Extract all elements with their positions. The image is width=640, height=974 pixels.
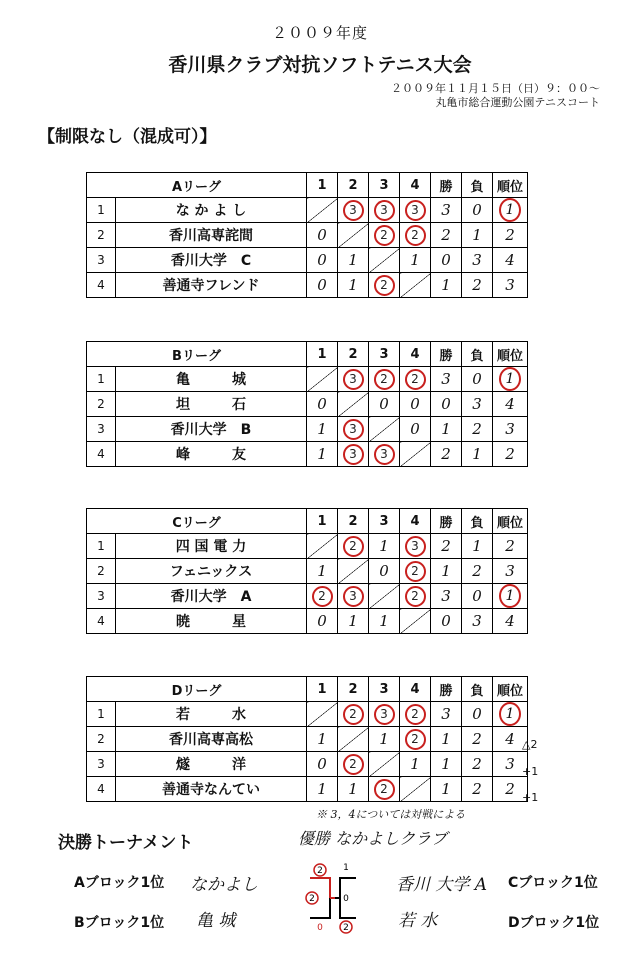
- self-match-cell: [338, 559, 369, 584]
- column-header: 4: [400, 342, 431, 367]
- rank-value: 4: [505, 730, 515, 748]
- self-match-cell: [369, 752, 400, 777]
- wins-cell: 2: [431, 223, 462, 248]
- match-score-cell: [369, 273, 400, 298]
- winning-score: 2: [312, 586, 333, 607]
- losing-score: 1: [317, 780, 327, 798]
- column-header: 4: [400, 173, 431, 198]
- column-header: 負: [462, 677, 493, 702]
- rank-value: 2: [505, 226, 515, 244]
- wins-cell: 0: [431, 248, 462, 273]
- match-score-cell: [400, 392, 431, 417]
- match-score-cell: [338, 248, 369, 273]
- table-row: [87, 367, 528, 392]
- wins-cell: 0: [431, 609, 462, 634]
- team-name: 峰 友: [116, 442, 307, 467]
- team-name: 暁 星: [116, 609, 307, 634]
- tournament-bracket: [298, 858, 378, 938]
- winning-score: 3: [374, 704, 395, 725]
- losses-cell: 3: [462, 392, 493, 417]
- match-score-cell: [369, 702, 400, 727]
- match-score-cell: [400, 248, 431, 273]
- column-header: 勝: [431, 173, 462, 198]
- d-note-row4: +1: [522, 791, 539, 804]
- first-place-mark: 1: [499, 702, 521, 726]
- table-row: [87, 584, 528, 609]
- losses-cell: 0: [462, 584, 493, 609]
- winning-score: 2: [343, 536, 364, 557]
- match-score-cell: [338, 273, 369, 298]
- self-match-cell: [307, 367, 338, 392]
- match-score-cell: [369, 777, 400, 802]
- column-header: 2: [338, 677, 369, 702]
- losses-cell: 0: [462, 198, 493, 223]
- column-header: 2: [338, 509, 369, 534]
- self-match-cell: [400, 442, 431, 467]
- league-name: Dリーグ: [87, 677, 307, 702]
- wins-cell: 3: [431, 198, 462, 223]
- match-score-cell: [307, 248, 338, 273]
- row-number: 2: [87, 727, 116, 752]
- d-note-row2: △2: [522, 738, 538, 751]
- row-number: 4: [87, 777, 116, 802]
- rank-cell: [493, 584, 528, 609]
- winning-score: 2: [405, 369, 426, 390]
- rank-value: 3: [505, 276, 515, 294]
- match-score-cell: [307, 727, 338, 752]
- losing-score: 1: [410, 251, 420, 269]
- rank-value: 4: [505, 395, 515, 413]
- wins-cell: 1: [431, 752, 462, 777]
- wins-cell: 1: [431, 273, 462, 298]
- table-row: [87, 442, 528, 467]
- match-score-cell: [369, 442, 400, 467]
- year-heading: ２００９年度: [271, 24, 368, 42]
- league-name: Cリーグ: [87, 509, 307, 534]
- rank-cell: [493, 198, 528, 223]
- column-header: 順位: [493, 509, 528, 534]
- match-score-cell: [307, 417, 338, 442]
- table-row: [87, 609, 528, 634]
- team-name: 四 国 電 力: [116, 534, 307, 559]
- d-block-team: 若 水: [398, 911, 438, 931]
- rank-cell: [493, 223, 528, 248]
- row-number: 2: [87, 392, 116, 417]
- column-header: 順位: [493, 677, 528, 702]
- table-row: [87, 248, 528, 273]
- match-score-cell: [307, 392, 338, 417]
- winning-score: 3: [343, 586, 364, 607]
- losses-cell: 2: [462, 752, 493, 777]
- rank-cell: [493, 702, 528, 727]
- winning-score: 2: [405, 704, 426, 725]
- first-place-mark: 1: [499, 584, 521, 608]
- self-match-cell: [369, 248, 400, 273]
- page-title: 香川県クラブ対抗ソフトテニス大会: [168, 54, 472, 76]
- column-header: 3: [369, 677, 400, 702]
- column-header: 順位: [493, 342, 528, 367]
- league-table: [86, 508, 528, 634]
- winning-score: 2: [374, 275, 395, 296]
- row-number: 1: [87, 702, 116, 727]
- match-score-cell: [400, 198, 431, 223]
- match-score-cell: [307, 223, 338, 248]
- table-row: [87, 198, 528, 223]
- losses-cell: 2: [462, 559, 493, 584]
- team-name: 坦 石: [116, 392, 307, 417]
- wins-cell: 2: [431, 442, 462, 467]
- bracket-score-b: 0: [317, 923, 323, 933]
- match-score-cell: [338, 534, 369, 559]
- winner-note: 優勝 なかよしクラブ: [298, 829, 448, 848]
- bracket-score-final-right: 0: [343, 894, 349, 904]
- league-header-row: [87, 509, 528, 534]
- d-block-label: Dブロック1位: [508, 915, 600, 931]
- losses-cell: 1: [462, 534, 493, 559]
- league-table: [86, 341, 528, 467]
- self-match-cell: [400, 609, 431, 634]
- losing-score: 1: [317, 730, 327, 748]
- section-title: 【制限なし（混成可）】: [38, 127, 217, 147]
- rank-cell: [493, 559, 528, 584]
- rank-value: 4: [505, 251, 515, 269]
- match-score-cell: [307, 752, 338, 777]
- row-number: 4: [87, 442, 116, 467]
- team-name: 香川高専高松: [116, 727, 307, 752]
- losing-score: 1: [348, 276, 358, 294]
- bracket-score-d: 2: [343, 923, 349, 933]
- losing-score: 1: [317, 420, 327, 438]
- row-number: 4: [87, 609, 116, 634]
- self-match-cell: [369, 417, 400, 442]
- match-score-cell: [400, 584, 431, 609]
- losses-cell: 3: [462, 248, 493, 273]
- row-number: 1: [87, 367, 116, 392]
- winning-score: 2: [343, 754, 364, 775]
- match-score-cell: [400, 559, 431, 584]
- match-score-cell: [400, 417, 431, 442]
- match-score-cell: [338, 367, 369, 392]
- winning-score: 3: [374, 200, 395, 221]
- winning-score: 2: [405, 586, 426, 607]
- wins-cell: 3: [431, 367, 462, 392]
- event-venue: 丸亀市総合運動公園テニスコート: [435, 96, 600, 109]
- column-header: 負: [462, 509, 493, 534]
- team-name: な か よ し: [116, 198, 307, 223]
- row-number: 1: [87, 534, 116, 559]
- match-score-cell: [307, 442, 338, 467]
- column-header: 1: [307, 509, 338, 534]
- bracket-score-c: 1: [343, 863, 349, 873]
- match-score-cell: [338, 702, 369, 727]
- match-score-cell: [338, 752, 369, 777]
- losing-score: 0: [317, 251, 327, 269]
- column-header: 3: [369, 509, 400, 534]
- team-name: 亀 城: [116, 367, 307, 392]
- losing-score: 1: [317, 562, 327, 580]
- winning-score: 2: [343, 704, 364, 725]
- column-header: 負: [462, 342, 493, 367]
- team-name: 善通寺なんてい: [116, 777, 307, 802]
- rank-value: 4: [505, 612, 515, 630]
- wins-cell: 0: [431, 392, 462, 417]
- match-score-cell: [307, 584, 338, 609]
- match-score-cell: [307, 559, 338, 584]
- losses-cell: 1: [462, 223, 493, 248]
- bracket-score-a: 2: [317, 866, 323, 876]
- match-score-cell: [369, 559, 400, 584]
- losing-score: 0: [379, 562, 389, 580]
- losing-score: 0: [317, 276, 327, 294]
- team-name: フェニックス: [116, 559, 307, 584]
- d-note-row3: +1: [522, 765, 539, 778]
- wins-cell: 3: [431, 584, 462, 609]
- table-row: [87, 559, 528, 584]
- losing-score: 0: [317, 395, 327, 413]
- bracket-score-final-left: 2: [309, 894, 315, 904]
- losing-score: 0: [379, 395, 389, 413]
- match-score-cell: [307, 777, 338, 802]
- first-place-mark: 1: [499, 198, 521, 222]
- match-score-cell: [307, 273, 338, 298]
- rank-cell: [493, 367, 528, 392]
- wins-cell: 1: [431, 777, 462, 802]
- losses-cell: 2: [462, 727, 493, 752]
- losing-score: 0: [317, 612, 327, 630]
- self-match-cell: [307, 198, 338, 223]
- row-number: 2: [87, 559, 116, 584]
- losing-score: 0: [410, 395, 420, 413]
- d-footnote: ※ 3，4については対戦による: [316, 808, 466, 821]
- column-header: 1: [307, 173, 338, 198]
- losing-score: 0: [317, 755, 327, 773]
- column-header: 順位: [493, 173, 528, 198]
- winning-score: 2: [405, 561, 426, 582]
- losing-score: 1: [379, 612, 389, 630]
- rank-cell: [493, 609, 528, 634]
- match-score-cell: [369, 198, 400, 223]
- losing-score: 1: [379, 537, 389, 555]
- winning-score: 2: [405, 729, 426, 750]
- rank-cell: [493, 417, 528, 442]
- self-match-cell: [400, 273, 431, 298]
- column-header: 1: [307, 677, 338, 702]
- table-row: [87, 727, 528, 752]
- c-block-label: Cブロック1位: [508, 875, 598, 891]
- column-header: 負: [462, 173, 493, 198]
- winning-score: 2: [374, 225, 395, 246]
- wins-cell: 1: [431, 727, 462, 752]
- table-row: [87, 273, 528, 298]
- row-number: 3: [87, 584, 116, 609]
- winning-score: 3: [343, 200, 364, 221]
- self-match-cell: [307, 534, 338, 559]
- row-number: 3: [87, 752, 116, 777]
- row-number: 3: [87, 417, 116, 442]
- winning-score: 2: [405, 225, 426, 246]
- table-row: [87, 702, 528, 727]
- a-block-team: なかよし: [190, 875, 258, 895]
- losing-score: 1: [348, 251, 358, 269]
- self-match-cell: [369, 584, 400, 609]
- match-score-cell: [400, 702, 431, 727]
- losing-score: 1: [410, 755, 420, 773]
- b-block-label: Bブロック1位: [74, 915, 165, 931]
- league-header-row: [87, 677, 528, 702]
- losses-cell: 0: [462, 367, 493, 392]
- losing-score: 0: [317, 226, 327, 244]
- match-score-cell: [338, 417, 369, 442]
- row-number: 1: [87, 198, 116, 223]
- winning-score: 3: [343, 419, 364, 440]
- losses-cell: 1: [462, 442, 493, 467]
- losses-cell: 2: [462, 417, 493, 442]
- rank-cell: [493, 534, 528, 559]
- losing-score: 1: [379, 730, 389, 748]
- rank-value: 3: [505, 420, 515, 438]
- column-header: 勝: [431, 342, 462, 367]
- rank-cell: [493, 273, 528, 298]
- match-score-cell: [400, 534, 431, 559]
- self-match-cell: [400, 777, 431, 802]
- rank-cell: [493, 442, 528, 467]
- winning-score: 3: [405, 200, 426, 221]
- c-block-team: 香川 大学 A: [396, 875, 488, 895]
- table-row: [87, 223, 528, 248]
- match-score-cell: [369, 534, 400, 559]
- losing-score: 1: [348, 780, 358, 798]
- a-block-label: Aブロック1位: [74, 875, 165, 891]
- match-score-cell: [338, 442, 369, 467]
- losses-cell: 0: [462, 702, 493, 727]
- winning-score: 2: [374, 779, 395, 800]
- winning-score: 3: [343, 369, 364, 390]
- league-table: [86, 676, 528, 802]
- rank-value: 2: [505, 780, 515, 798]
- self-match-cell: [338, 223, 369, 248]
- rank-value: 2: [505, 537, 515, 555]
- winning-score: 3: [405, 536, 426, 557]
- self-match-cell: [338, 392, 369, 417]
- table-row: [87, 392, 528, 417]
- league-name: Bリーグ: [87, 342, 307, 367]
- league-table: [86, 172, 528, 298]
- losing-score: 1: [348, 612, 358, 630]
- match-score-cell: [400, 223, 431, 248]
- league-header-row: [87, 173, 528, 198]
- match-score-cell: [307, 609, 338, 634]
- match-score-cell: [338, 584, 369, 609]
- rank-cell: [493, 392, 528, 417]
- losing-score: 0: [410, 420, 420, 438]
- team-name: 香川大学 C: [116, 248, 307, 273]
- league-header-row: [87, 342, 528, 367]
- losses-cell: 2: [462, 777, 493, 802]
- match-score-cell: [369, 223, 400, 248]
- table-row: [87, 534, 528, 559]
- column-header: 2: [338, 173, 369, 198]
- rank-value: 3: [505, 755, 515, 773]
- match-score-cell: [400, 727, 431, 752]
- self-match-cell: [338, 727, 369, 752]
- match-score-cell: [369, 367, 400, 392]
- row-number: 3: [87, 248, 116, 273]
- column-header: 4: [400, 677, 431, 702]
- match-score-cell: [400, 367, 431, 392]
- wins-cell: 1: [431, 417, 462, 442]
- column-header: 勝: [431, 677, 462, 702]
- winning-score: 2: [374, 369, 395, 390]
- losing-score: 1: [317, 445, 327, 463]
- wins-cell: 3: [431, 702, 462, 727]
- row-number: 4: [87, 273, 116, 298]
- match-score-cell: [369, 609, 400, 634]
- table-row: [87, 417, 528, 442]
- column-header: 3: [369, 342, 400, 367]
- column-header: 1: [307, 342, 338, 367]
- losses-cell: 2: [462, 273, 493, 298]
- column-header: 3: [369, 173, 400, 198]
- column-header: 勝: [431, 509, 462, 534]
- losses-cell: 3: [462, 609, 493, 634]
- match-score-cell: [369, 727, 400, 752]
- tournament-title: 決勝トーナメント: [58, 833, 194, 853]
- winning-score: 3: [374, 444, 395, 465]
- rank-value: 2: [505, 445, 515, 463]
- wins-cell: 1: [431, 559, 462, 584]
- team-name: 香川大学 B: [116, 417, 307, 442]
- match-score-cell: [338, 777, 369, 802]
- match-score-cell: [338, 198, 369, 223]
- event-date: ２００９年１１月１５日（日）９：００～: [391, 82, 600, 95]
- rank-value: 3: [505, 562, 515, 580]
- team-name: 香川大学 A: [116, 584, 307, 609]
- league-name: Aリーグ: [87, 173, 307, 198]
- date-block: [391, 82, 600, 110]
- team-name: 香川高専詫間: [116, 223, 307, 248]
- table-row: [87, 752, 528, 777]
- match-score-cell: [338, 609, 369, 634]
- match-score-cell: [369, 392, 400, 417]
- first-place-mark: 1: [499, 367, 521, 391]
- column-header: 4: [400, 509, 431, 534]
- b-block-team: 亀 城: [196, 911, 236, 931]
- column-header: 2: [338, 342, 369, 367]
- self-match-cell: [307, 702, 338, 727]
- team-name: 若 水: [116, 702, 307, 727]
- wins-cell: 2: [431, 534, 462, 559]
- team-name: 善通寺フレンド: [116, 273, 307, 298]
- row-number: 2: [87, 223, 116, 248]
- team-name: 燧 洋: [116, 752, 307, 777]
- match-score-cell: [400, 752, 431, 777]
- rank-cell: [493, 248, 528, 273]
- table-row: [87, 777, 528, 802]
- winning-score: 3: [343, 444, 364, 465]
